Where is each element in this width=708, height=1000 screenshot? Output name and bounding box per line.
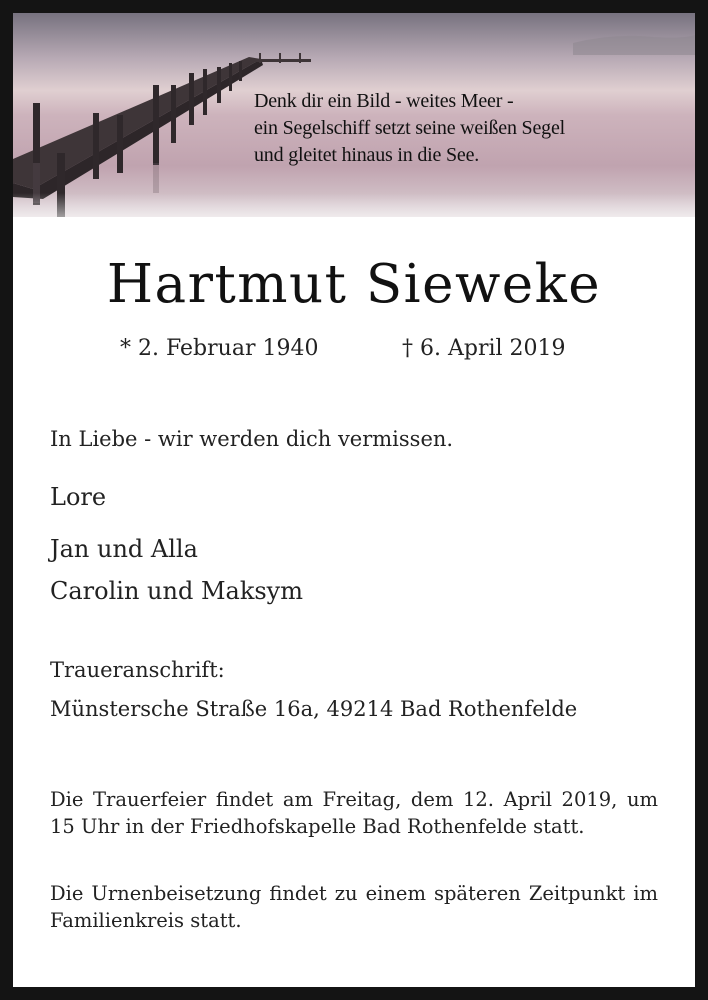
- birth-date: * 2. Februar 1940: [120, 336, 319, 361]
- family-member: Jan und Alla: [50, 535, 198, 563]
- death-date: † 6. April 2019: [402, 336, 566, 361]
- address-value: Münstersche Straße 16a, 49214 Bad Rothenfelde: [50, 697, 578, 721]
- poem: [254, 88, 674, 169]
- poem-line: und gleitet hinaus in die See.: [254, 144, 480, 166]
- address-label: Traueranschrift:: [50, 658, 225, 682]
- poem-line: Denk dir ein Bild - weites Meer -: [254, 90, 514, 112]
- burial-text: Die Urnenbeisetzung findet zu einem späteren Zeitpunkt im Familienkreis statt.: [50, 882, 658, 932]
- poem-line: ein Segelschiff setzt seine weißen Segel: [254, 117, 565, 139]
- family-member: Carolin und Maksym: [50, 577, 303, 605]
- deceased-name: Hartmut Sieweke: [106, 254, 602, 315]
- family-member: Lore: [50, 483, 107, 511]
- funeral-service-text: Die Trauerfeier findet am Freitag, dem 12. April 2019, um 15 Uhr in der Friedhofskapelle Bad Rothenfelde statt.: [50, 788, 658, 838]
- farewell-text: In Liebe - wir werden dich vermissen.: [50, 427, 454, 451]
